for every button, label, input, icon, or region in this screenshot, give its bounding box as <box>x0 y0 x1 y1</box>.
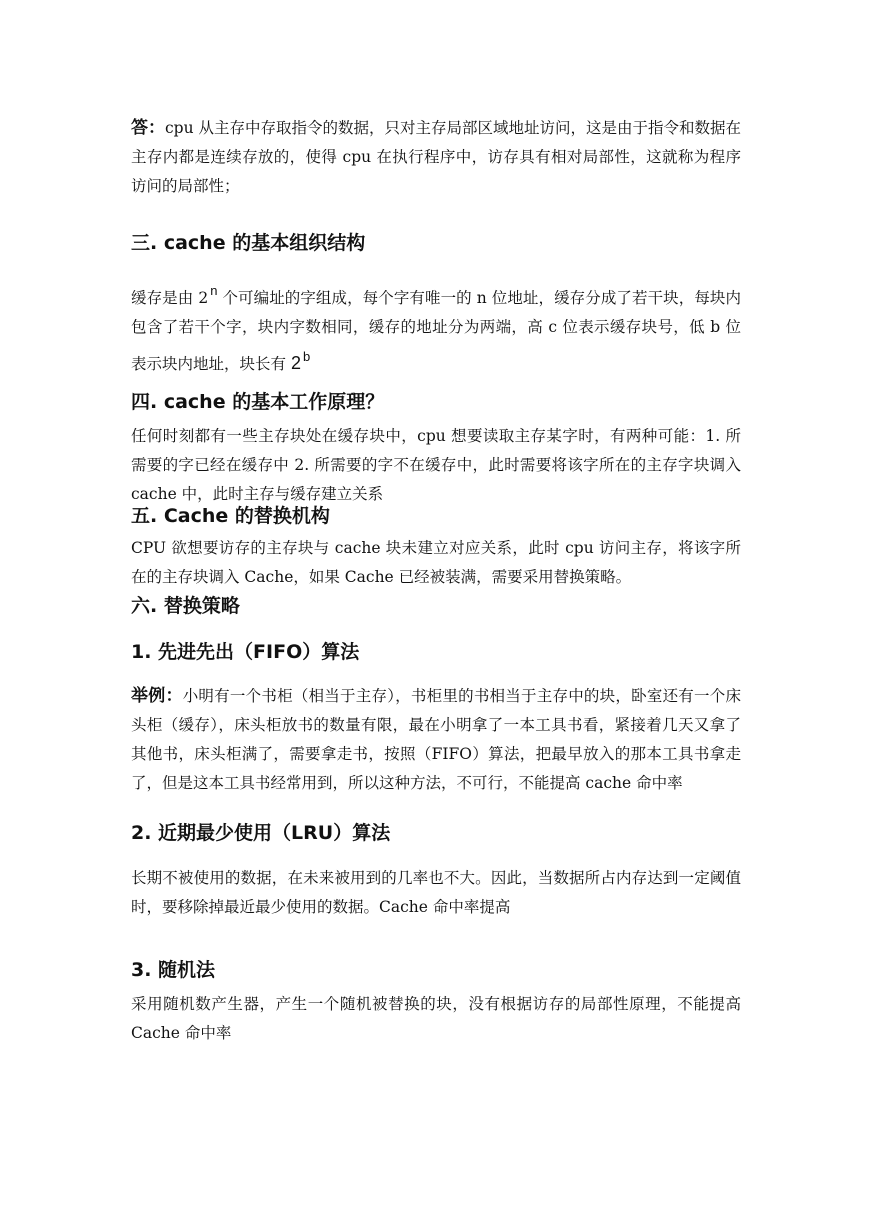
random-heading: 3. 随机法 <box>131 959 216 981</box>
lru-heading: 2. 近期最少使用（LRU）算法 <box>131 822 391 844</box>
intro-paragraph <box>131 114 741 201</box>
random-paragraph: 采用随机数产生器，产生一个随机被替换的块，没有根据访存的局部性原理，不能提高 Cache 命中率 <box>131 995 741 1042</box>
fifo-heading: 1. 先进先出（FIFO）算法 <box>131 641 360 663</box>
intro-text: cpu 从主存中存取指令的数据，只对主存局部区域地址访问，这是由于指令和数据在主存内都是连续存放的，使得 cpu 在执行程序中，访存具有相对局部性，这就称为程序访问的局部性； <box>131 119 742 195</box>
section-5-paragraph: CPU 欲想要访存的主存块与 cache 块未建立对应关系，此时 cpu 访问主存，将该字所在的主存块调入 Cache，如果 Cache 已经被装满，需要采用替换策略。 <box>131 539 741 586</box>
example-label: 举例： <box>131 686 183 706</box>
section-6-heading: 六. 替换策略 <box>131 595 240 617</box>
lru-paragraph: 长期不被使用的数据，在未来被用到的几率也不大。因此，当数据所占内存达到一定阈值时，要移除掉最近最少使用的数据。Cache 命中率提高 <box>131 869 741 916</box>
fifo-example-paragraph <box>131 682 741 798</box>
block-length-base: 2 <box>290 353 301 373</box>
section-3-text-a: 缓存是由 2 <box>131 289 209 307</box>
section-4-paragraph: 任何时刻都有一些主存块处在缓存块中，cpu 想要读取主存某字时，有两种可能：1. 所需要的字已经在缓存中 2. 所需要的字不在缓存中，此时需要将该字所在的主存字块调入 cache 中，此时主存与缓存建立关系 <box>131 427 741 503</box>
example-text: 小明有一个书柜（相当于主存），书柜里的书相当于主存中的块，卧室还有一个床头柜（缓存），床头柜放书的数量有限，最在小明拿了一本工具书看，紧接着几天又拿了其他书，床头柜满了，需要拿走书，按照（FIFO）算法，把最早放入的那本工具书拿走了，但是这本工具书经常用到，所以这种方法，不可行，不能提高 cache 命中率 <box>131 687 742 792</box>
exponent-b: b <box>302 349 311 364</box>
section-3-heading: 三. cache 的基本组织结构 <box>131 232 366 254</box>
section-5-heading: 五. Cache 的替换机构 <box>131 505 330 527</box>
section-3-paragraph <box>131 276 741 379</box>
section-3-text-b: 个可编址的字组成，每个字有唯一的 n 位地址，缓存分成了若干块，每块内包含了若干个字，块内字数相同，缓存的地址分为两端，高 c 位表示缓存块号，低 b 位表示块内地址，块长有 <box>131 289 741 373</box>
section-4-heading: 四. cache 的基本工作原理？ <box>131 391 385 413</box>
exponent-n: n <box>210 283 218 298</box>
answer-label: 答： <box>131 118 165 138</box>
